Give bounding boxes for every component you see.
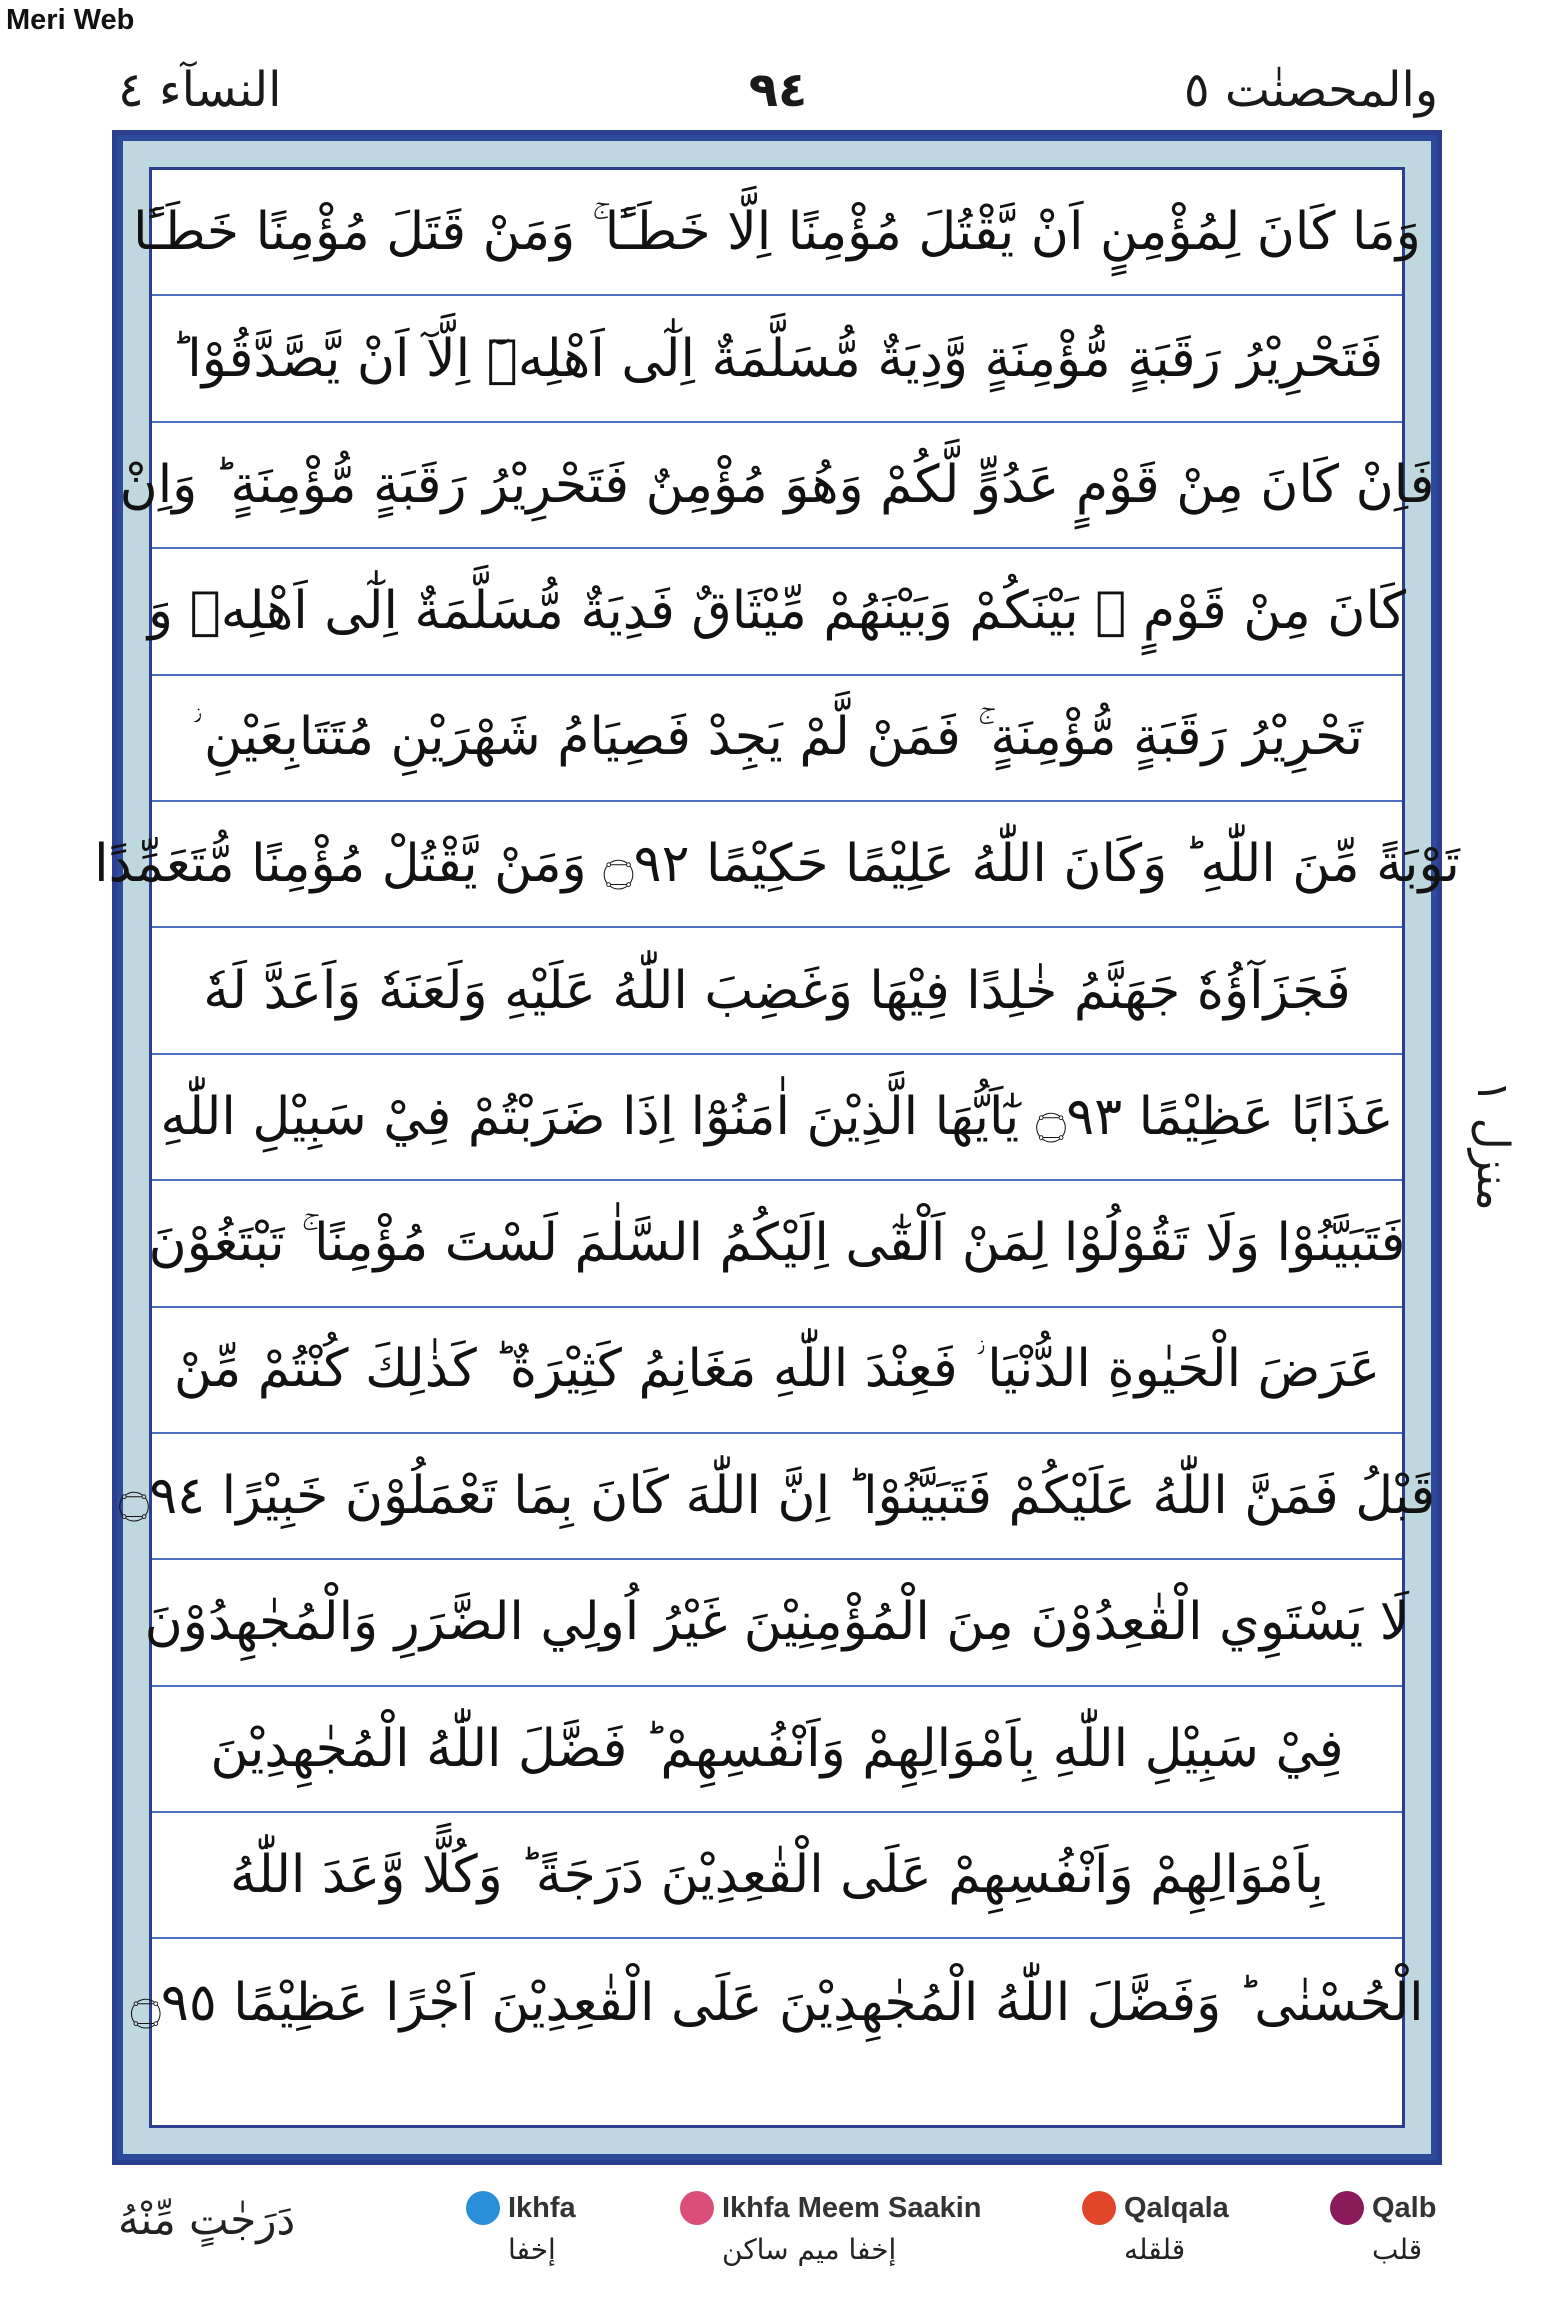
text-line-5: تَحْرِيْرُ رَقَبَةٍ مُّؤْمِنَةٍ ۚ فَمَنْ لَّمْ يَجِدْ فَصِيَامُ شَهْرَيْنِ مُتَتَابِعَيْنِ ؗ [152,676,1402,802]
text-line-10: عَرَضَ الْحَيٰوةِ الدُّنْيَا ؗ فَعِنْدَ اللّٰهِ مَغَانِمُ كَثِيْرَةٌ ؕ كَذٰلِكَ كُنْتُمْ مِّنْ [152,1308,1402,1434]
text-line-4: كَانَ مِنْ قَوْمٍ ۢ بَيْنَكُمْ وَبَيْنَهُمْ مِّيْثَاقٌ فَدِيَةٌ مُّسَلَّمَةٌ اِلٰٓى اَهْلِهٖ وَ [152,549,1402,675]
catchword: دَرَجٰتٍ مِّنْهُ [118,2195,296,2244]
legend-ikhfa [466,2191,576,2266]
site-brand: Meri Web [6,4,135,36]
quran-text-area [94,167,1460,2128]
legend-ikhfa-meem-saakin [680,2191,982,2266]
surah-name: النسآء ٤ [118,62,282,118]
ikhfa-color-dot [466,2191,500,2225]
legend-label-ur: إخفا ميم ساكن [722,2233,897,2266]
ikhfa-meem-color-dot [680,2191,714,2225]
text-line-2: فَتَحْرِيْرُ رَقَبَةٍ مُّؤْمِنَةٍ وَّدِيَةٌ مُّسَلَّمَةٌ اِلٰٓى اَهْلِهٖٓ اِلَّآ اَنْ يَّصَّدَّقُوْا ؕ [152,296,1402,422]
legend-label-en: Qalb [1372,2191,1437,2224]
juz-name: والمحصنٰت ٥ [1183,62,1438,118]
footer [0,2185,1556,2295]
page-frame [94,130,1460,2165]
text-line-6: تَوْبَةً مِّنَ اللّٰهِ ؕ وَكَانَ اللّٰهُ عَلِيْمًا حَكِيْمًا ۝٩٢ وَمَنْ يَّقْتُلْ مُؤْمِنًا مُّتَعَمِّدًا [152,802,1402,928]
legend-label-en: Qalqala [1124,2191,1229,2224]
page-number: ٩٤ [748,62,808,118]
qalb-color-dot [1330,2191,1364,2225]
legend-label-en: Ikhfa [508,2191,576,2224]
legend-qalqala [1082,2191,1229,2266]
text-line-15: الْحُسْنٰى ؕ وَفَضَّلَ اللّٰهُ الْمُجٰهِدِيْنَ عَلَى الْقٰعِدِيْنَ اَجْرًا عَظِيْمًا ۝٩٥ [130,1972,1424,2033]
legend-label-ur: إخفا [508,2233,556,2266]
legend-label-ur: قلقله [1124,2233,1186,2266]
text-line-1: وَمَا كَانَ لِمُؤْمِنٍ اَنْ يَّقْتُلَ مُؤْمِنًا اِلَّا خَطَـًٔا ۚ وَمَنْ قَتَلَ مُؤْمِنًا خَطَـًٔا [152,170,1402,296]
text-line-7: فَجَزَآؤُهٗ جَهَنَّمُ خٰلِدًا فِيْهَا وَغَضِبَ اللّٰهُ عَلَيْهِ وَلَعَنَهٗ وَاَعَدَّ لَهٗ [152,928,1402,1054]
manzil-marker: منزل ١ [1467,1080,1518,1211]
legend-label-en: Ikhfa Meem Saakin [722,2191,982,2224]
text-line-3: فَاِنْ كَانَ مِنْ قَوْمٍ عَدُوٍّ لَّكُمْ وَهُوَ مُؤْمِنٌ فَتَحْرِيْرُ رَقَبَةٍ مُّؤْمِنَةٍ ؕ وَاِنْ [152,423,1402,549]
text-line-13: فِيْ سَبِيْلِ اللّٰهِ بِاَمْوَالِهِمْ وَاَنْفُسِهِمْ ؕ فَضَّلَ اللّٰهُ الْمُجٰهِدِيْنَ [152,1687,1402,1813]
legend-label-ur: قلب [1372,2233,1423,2266]
text-line-9: فَتَبَيَّنُوْا وَلَا تَقُوْلُوْا لِمَنْ اَلْقٰٓى اِلَيْكُمُ السَّلٰمَ لَسْتَ مُؤْمِنًا ۚ تَبْتَغُوْنَ [152,1181,1402,1307]
text-line-14: بِاَمْوَالِهِمْ وَاَنْفُسِهِمْ عَلَى الْقٰعِدِيْنَ دَرَجَةً ؕ وَكُلًّا وَّعَدَ اللّٰهُ [152,1813,1402,1939]
legend-qalb [1330,2191,1436,2266]
text-line-8: عَذَابًا عَظِيْمًا ۝٩٣ يٰٓاَيُّهَا الَّذِيْنَ اٰمَنُوْٓا اِذَا ضَرَبْتُمْ فِيْ سَبِيْلِ اللّٰهِ [152,1055,1402,1181]
decorative-border [94,141,1460,2154]
qalqala-color-dot [1082,2191,1116,2225]
text-line-11: قَبْلُ فَمَنَّ اللّٰهُ عَلَيْكُمْ فَتَبَيَّنُوْا ؕ اِنَّ اللّٰهَ كَانَ بِمَا تَعْمَلُوْنَ خَبِيْرًا ۝٩٤ [152,1434,1402,1560]
text-line-12: لَا يَسْتَوِي الْقٰعِدُوْنَ مِنَ الْمُؤْمِنِيْنَ غَيْرُ اُولِي الضَّرَرِ وَالْمُجٰهِدُوْنَ [152,1560,1402,1686]
